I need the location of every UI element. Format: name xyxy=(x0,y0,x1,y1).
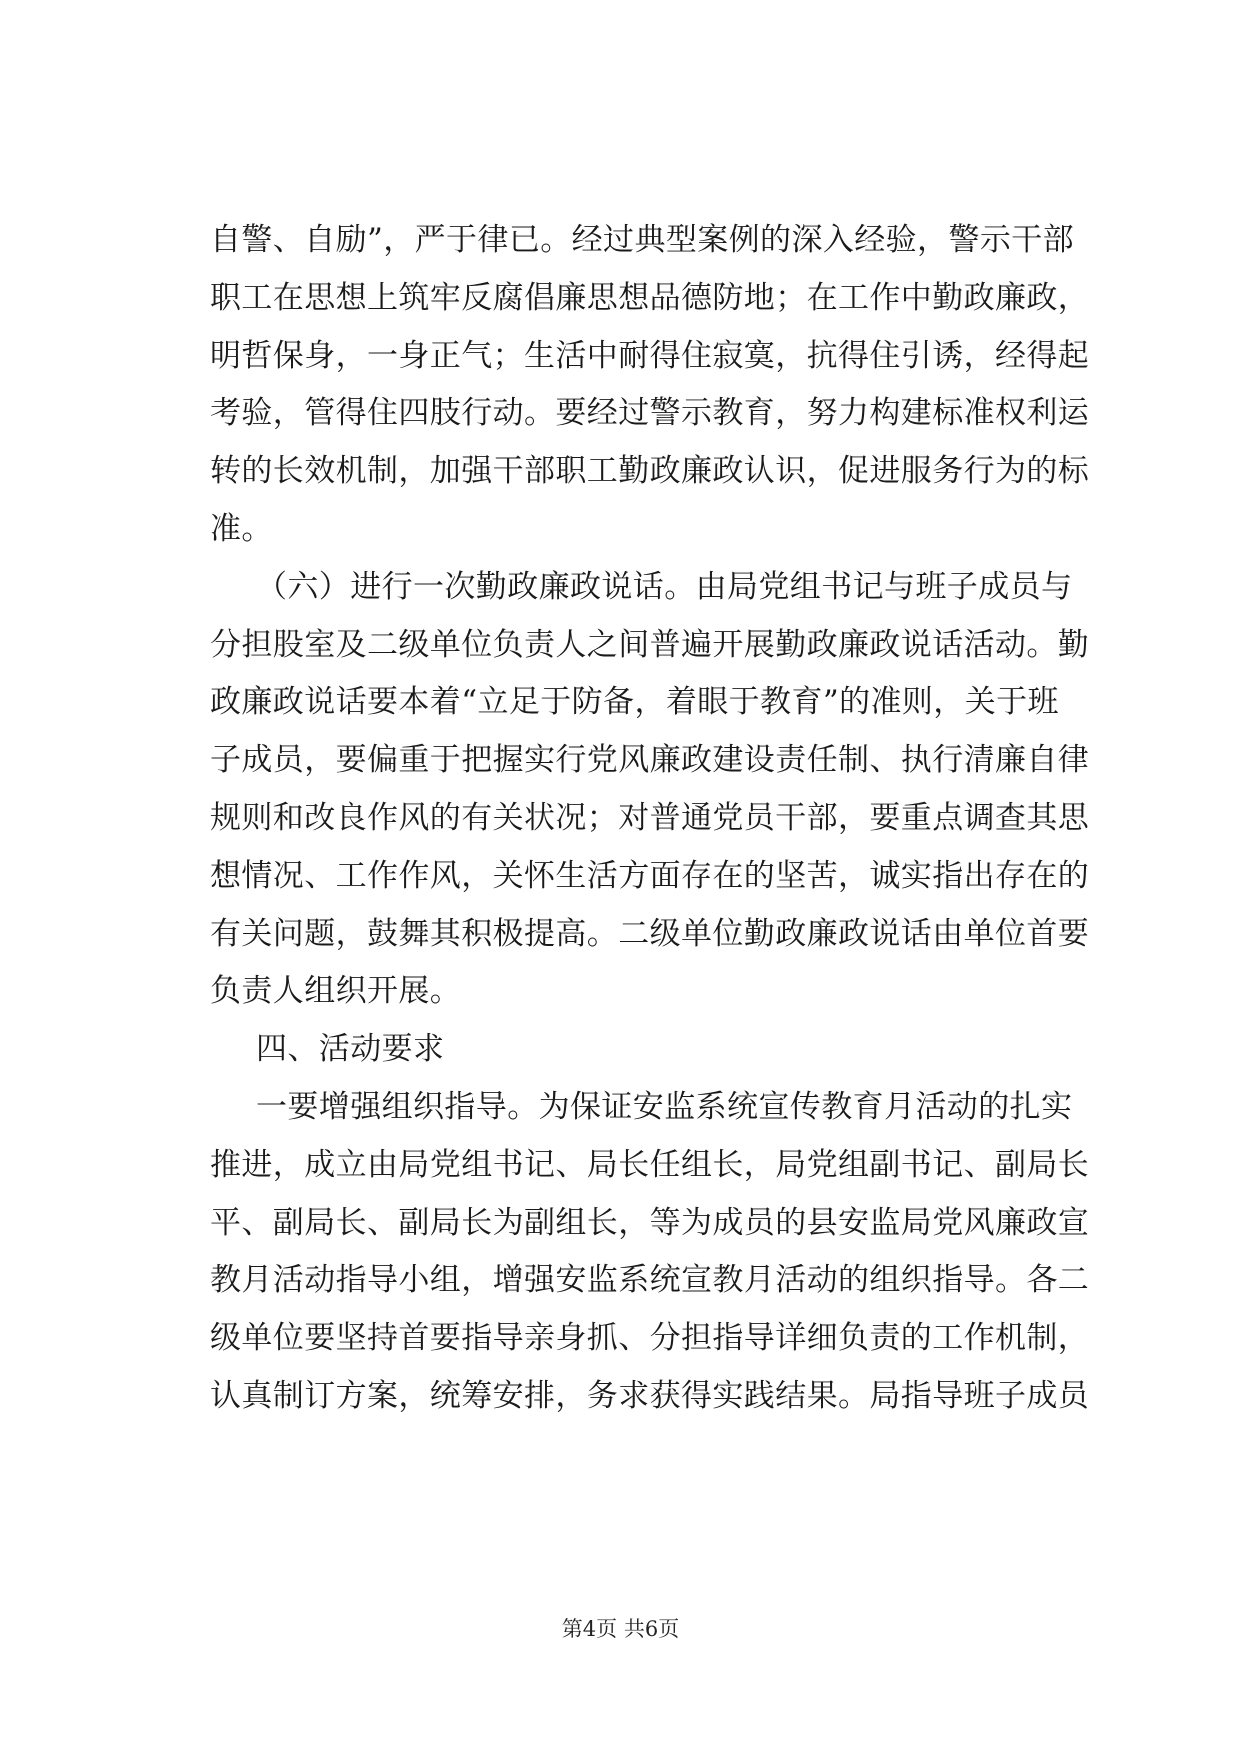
text-line: 自警、自励”，严于律已。经过典型案例的深入经验，警示干部 xyxy=(210,222,1075,258)
text-line: 负责人组织开展。 xyxy=(210,973,462,1010)
text-line: 准。 xyxy=(210,510,273,547)
text-line: 教月活动指导小组，增强安监系统宣教月活动的组织指导。各二 xyxy=(210,1262,1090,1299)
text-line: 子成员，要偏重于把握实行党风廉政建设责任制、执行清廉自律 xyxy=(210,742,1090,779)
section-heading: 四、活动要求 xyxy=(256,1031,445,1068)
text-line: 想情况、工作作风，关怀生活方面存在的坚苦，诚实指出存在的 xyxy=(210,857,1090,894)
paragraph-first-line: 一要增强组织指导。为保证安监系统宣传教育月活动的扎实 xyxy=(256,1088,1073,1125)
paragraph-first-line: （六）进行一次勤政廉政说话。由局党组书记与班子成员与 xyxy=(256,568,1073,605)
page-footer xyxy=(0,1614,1241,1644)
text-line: 级单位要坚持首要指导亲身抓、分担指导详细负责的工作机制， xyxy=(210,1320,1090,1357)
text-line: 规则和改良作风的有关状况；对普通党员干部，要重点调查其思 xyxy=(210,799,1090,836)
page-number: 第4页 共6页 xyxy=(561,1617,680,1641)
text-line: 分担股室及二级单位负责人之间普遍开展勤政廉政说话活动。勤 xyxy=(210,626,1090,663)
text-line: 职工在思想上筑牢反腐倡廉思想品德防地；在工作中勤政廉政， xyxy=(210,279,1090,316)
text-line: 考验，管得住四肢行动。要经过警示教育，努力构建标准权利运 xyxy=(210,395,1090,432)
text-line: 平、副局长、副局长为副组长，等为成员的县安监局党风廉政宣 xyxy=(210,1204,1090,1241)
text-line: 有关问题，鼓舞其积极提高。二级单位勤政廉政说话由单位首要 xyxy=(210,915,1090,952)
text-line: 推进，成立由局党组书记、局长任组长，局党组副书记、副局长 xyxy=(210,1146,1090,1183)
document-body xyxy=(210,212,1090,1426)
text-line: 明哲保身，一身正气；生活中耐得住寂寞，抗得住引诱，经得起 xyxy=(210,337,1090,374)
text-line: 转的长效机制，加强干部职工勤政廉政认识，促进服务行为的标 xyxy=(210,453,1090,490)
text-line: 政廉政说话要本着“立足于防备，着眼于教育”的准则，关于班 xyxy=(210,684,1059,721)
text-line: 认真制订方案，统筹安排，务求获得实践结果。局指导班子成员 xyxy=(210,1377,1090,1414)
